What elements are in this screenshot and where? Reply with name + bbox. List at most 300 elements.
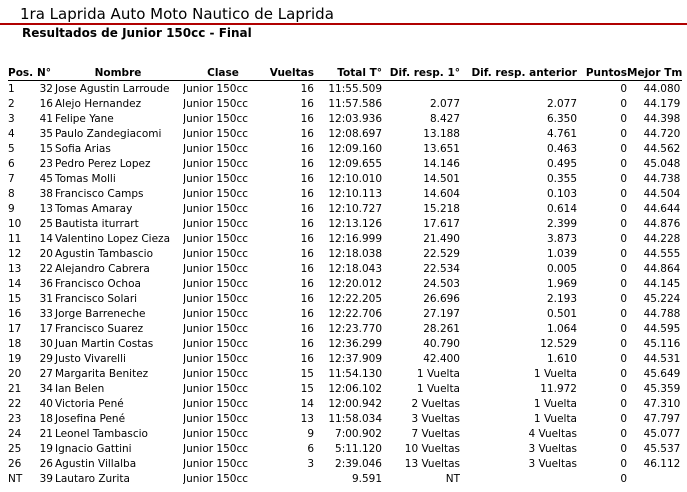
cell-dif-primero: 26.696: [423, 292, 460, 305]
column-header-nombre: Nombre: [53, 65, 183, 81]
table-row: [8, 321, 682, 336]
cell-puntos: 0: [620, 397, 627, 410]
cell-puntos: 0: [620, 202, 627, 215]
cell-mejor-tm: 44.864: [643, 262, 681, 275]
cell-vueltas: 16: [300, 172, 314, 185]
cell-clase: Junior 150cc: [183, 292, 248, 305]
cell-total: 12:09.655: [328, 157, 382, 170]
cell-mejor-tm: 45.048: [643, 157, 681, 170]
cell-clase: Junior 150cc: [183, 397, 248, 410]
cell-nombre: Tomas Molli: [55, 172, 116, 185]
cell-nombre: Agustin Tambascio: [55, 247, 154, 260]
cell-puntos: 0: [620, 472, 627, 485]
cell-pos: 24: [8, 427, 22, 440]
cell-pos: 17: [8, 322, 22, 335]
table-row: [8, 471, 682, 486]
cell-total: 7:00.902: [335, 427, 382, 440]
cell-dif-anterior: 1.039: [546, 247, 577, 260]
cell-total: 12:06.102: [328, 382, 382, 395]
cell-vueltas: 9: [307, 427, 314, 440]
cell-pos: 3: [8, 112, 15, 125]
cell-dif-primero: 10 Vueltas: [404, 442, 460, 455]
cell-nombre: Margarita Benitez: [55, 367, 149, 380]
cell-mejor-tm: 44.562: [643, 142, 681, 155]
cell-vueltas: 3: [307, 457, 314, 470]
cell-mejor-tm: 47.310: [643, 397, 681, 410]
cell-num: 35: [39, 127, 53, 140]
cell-dif-anterior: 2.077: [546, 97, 577, 110]
cell-num: 17: [39, 322, 53, 335]
cell-nombre: Alejandro Cabrera: [55, 262, 150, 275]
cell-num: 31: [39, 292, 53, 305]
cell-total: 11:57.586: [328, 97, 382, 110]
cell-total: 11:54.130: [328, 367, 382, 380]
cell-total: 12:03.936: [328, 112, 382, 125]
cell-nombre: Victoria Pené: [55, 397, 124, 410]
cell-dif-anterior: 0.355: [546, 172, 577, 185]
table-row: [8, 231, 682, 246]
cell-dif-anterior: 1.610: [546, 352, 577, 365]
cell-pos: 26: [8, 457, 22, 470]
cell-total: 12:08.697: [328, 127, 382, 140]
table-row: [8, 156, 682, 171]
cell-puntos: 0: [620, 262, 627, 275]
cell-vueltas: [263, 471, 314, 486]
cell-puntos: 0: [620, 382, 627, 395]
cell-total: 12:16.999: [328, 232, 382, 245]
cell-nombre: Lautaro Zurita: [55, 472, 130, 485]
cell-dif-primero: 14.604: [423, 187, 460, 200]
cell-vueltas: 16: [300, 307, 314, 320]
column-header-vueltas: Vueltas: [263, 65, 314, 81]
column-header-clase: Clase: [183, 65, 263, 81]
table-body: [8, 81, 682, 487]
cell-num: 38: [39, 187, 53, 200]
cell-puntos: 0: [620, 112, 627, 125]
cell-puntos: 0: [620, 322, 627, 335]
cell-num: 27: [39, 367, 53, 380]
cell-nombre: Ignacio Gattini: [55, 442, 132, 455]
table-row: [8, 456, 682, 471]
cell-vueltas: 16: [300, 82, 314, 95]
cell-pos: 10: [8, 217, 22, 230]
cell-clase: Junior 150cc: [183, 382, 248, 395]
cell-total: 11:55.509: [328, 82, 382, 95]
cell-nombre: Paulo Zandegiacomi: [55, 127, 162, 140]
table-row: [8, 306, 682, 321]
cell-total: 2:39.046: [335, 457, 382, 470]
page-subtitle: Resultados de Junior 150cc - Final: [22, 26, 252, 40]
results-table: [8, 65, 682, 486]
cell-pos: 2: [8, 97, 15, 110]
cell-num: 45: [39, 172, 53, 185]
cell-num: 33: [39, 307, 53, 320]
cell-nombre: Pedro Perez Lopez: [55, 157, 151, 170]
cell-dif-anterior: 2.193: [546, 292, 577, 305]
cell-nombre: Sofia Arias: [55, 142, 111, 155]
cell-vueltas: 16: [300, 262, 314, 275]
cell-pos: 7: [8, 172, 15, 185]
cell-clase: Junior 150cc: [183, 307, 248, 320]
cell-clase: Junior 150cc: [183, 472, 248, 485]
cell-num: 13: [39, 202, 53, 215]
cell-num: 22: [39, 262, 53, 275]
cell-vueltas: 16: [300, 352, 314, 365]
cell-dif-anterior: 1 Vuelta: [533, 367, 577, 380]
cell-dif-primero: 14.146: [423, 157, 460, 170]
cell-nombre: Francisco Camps: [55, 187, 144, 200]
cell-puntos: 0: [620, 187, 627, 200]
table-row: [8, 366, 682, 381]
cell-nombre: Justo Vivarelli: [55, 352, 126, 365]
cell-clase: Junior 150cc: [183, 322, 248, 335]
cell-pos: 13: [8, 262, 22, 275]
cell-mejor-tm: 44.595: [643, 322, 681, 335]
cell-total: 12:23.770: [328, 322, 382, 335]
cell-vueltas: 16: [300, 232, 314, 245]
cell-pos: 8: [8, 187, 15, 200]
table-row: [8, 291, 682, 306]
cell-dif-primero: 27.197: [423, 307, 460, 320]
cell-dif-primero: 13.188: [423, 127, 460, 140]
cell-dif-anterior: [460, 471, 577, 486]
cell-nombre: Alejo Hernandez: [55, 97, 142, 110]
cell-dif-primero: 1 Vuelta: [416, 382, 460, 395]
cell-pos: 1: [8, 82, 15, 95]
cell-total: 12:18.043: [328, 262, 382, 275]
cell-dif-primero: 22.534: [423, 262, 460, 275]
cell-dif-primero: 14.501: [423, 172, 460, 185]
cell-dif-primero: 24.503: [423, 277, 460, 290]
cell-mejor-tm: 44.555: [643, 247, 681, 260]
cell-dif-anterior: 4.761: [546, 127, 577, 140]
cell-dif-anterior: 4 Vueltas: [528, 427, 577, 440]
cell-vueltas: 16: [300, 97, 314, 110]
cell-clase: Junior 150cc: [183, 127, 248, 140]
cell-total: 12:37.909: [328, 352, 382, 365]
cell-pos: NT: [8, 472, 23, 485]
cell-puntos: 0: [620, 292, 627, 305]
table-row: [8, 396, 682, 411]
cell-clase: Junior 150cc: [183, 352, 248, 365]
cell-dif-primero: 22.529: [423, 247, 460, 260]
cell-mejor-tm: 45.224: [643, 292, 681, 305]
cell-vueltas: 16: [300, 277, 314, 290]
table-row: [8, 186, 682, 201]
cell-total: 12:00.942: [328, 397, 382, 410]
cell-vueltas: 16: [300, 217, 314, 230]
cell-mejor-tm: 44.720: [643, 127, 681, 140]
cell-puntos: 0: [620, 247, 627, 260]
table-row: [8, 81, 682, 97]
cell-clase: Junior 150cc: [183, 142, 248, 155]
cell-mejor-tm: 44.788: [643, 307, 681, 320]
cell-nombre: Jose Agustin Larroude: [55, 82, 170, 95]
cell-total: 12:20.012: [328, 277, 382, 290]
cell-pos: 15: [8, 292, 22, 305]
table-row: [8, 351, 682, 366]
cell-clase: Junior 150cc: [183, 172, 248, 185]
cell-clase: Junior 150cc: [183, 457, 248, 470]
cell-total: 12:10.113: [328, 187, 382, 200]
cell-pos: 25: [8, 442, 22, 455]
cell-dif-anterior: 3 Vueltas: [528, 442, 577, 455]
cell-pos: 20: [8, 367, 22, 380]
cell-clase: Junior 150cc: [183, 82, 248, 95]
page-title: 1ra Laprida Auto Moto Nautico de Laprida: [20, 5, 334, 23]
cell-dif-anterior: 1 Vuelta: [533, 397, 577, 410]
column-header-pos: Pos.: [8, 66, 34, 79]
cell-puntos: 0: [620, 97, 627, 110]
cell-pos: 21: [8, 382, 22, 395]
cell-num: 39: [39, 472, 53, 485]
cell-dif-primero: 2.077: [429, 97, 460, 110]
cell-clase: Junior 150cc: [183, 112, 248, 125]
cell-nombre: Felipe Yane: [55, 112, 114, 125]
cell-clase: Junior 150cc: [183, 187, 248, 200]
cell-dif-primero: 8.427: [429, 112, 460, 125]
table-row: [8, 426, 682, 441]
cell-dif-anterior: 0.005: [546, 262, 577, 275]
cell-pos: 4: [8, 127, 15, 140]
cell-puntos: 0: [620, 412, 627, 425]
cell-mejor-tm: 44.179: [643, 97, 681, 110]
cell-mejor-tm: 47.797: [643, 412, 681, 425]
cell-num: 25: [39, 217, 53, 230]
cell-mejor-tm: 45.116: [643, 337, 681, 350]
cell-num: 15: [39, 142, 53, 155]
cell-mejor-tm: 44.145: [643, 277, 681, 290]
cell-clase: Junior 150cc: [183, 157, 248, 170]
cell-dif-primero: 15.218: [423, 202, 460, 215]
cell-pos: 19: [8, 352, 22, 365]
cell-clase: Junior 150cc: [183, 277, 248, 290]
table-row: [8, 381, 682, 396]
cell-vueltas: 15: [300, 367, 314, 380]
cell-num: 34: [39, 382, 53, 395]
cell-nombre: Josefina Pené: [55, 412, 126, 425]
cell-mejor-tm: 45.359: [643, 382, 681, 395]
cell-nombre: Francisco Suarez: [55, 322, 144, 335]
table-row: [8, 246, 682, 261]
column-header-dif-primero: Dif. resp. 1°: [382, 65, 460, 81]
cell-total: 12:22.205: [328, 292, 382, 305]
cell-pos: 16: [8, 307, 22, 320]
cell-vueltas: 16: [300, 202, 314, 215]
cell-total: 5:11.120: [335, 442, 382, 455]
cell-pos: 12: [8, 247, 22, 260]
cell-num: 19: [39, 442, 53, 455]
table-row: [8, 216, 682, 231]
cell-mejor-tm: 44.738: [643, 172, 681, 185]
cell-total: 9.591: [351, 472, 382, 485]
cell-puntos: 0: [620, 172, 627, 185]
table-row: [8, 336, 682, 351]
cell-pos: 9: [8, 202, 15, 215]
cell-dif-anterior: 3.873: [546, 232, 577, 245]
cell-pos: 23: [8, 412, 22, 425]
cell-dif-primero: 13 Vueltas: [404, 457, 460, 470]
table-row: [8, 126, 682, 141]
table-row: [8, 96, 682, 111]
cell-pos: 11: [8, 232, 22, 245]
cell-vueltas: 13: [300, 412, 314, 425]
cell-num: 18: [39, 412, 53, 425]
cell-dif-anterior: 3 Vueltas: [528, 457, 577, 470]
cell-vueltas: 16: [300, 247, 314, 260]
cell-puntos: 0: [620, 427, 627, 440]
cell-clase: Junior 150cc: [183, 427, 248, 440]
column-header-num: N°: [37, 66, 52, 79]
cell-vueltas: 16: [300, 292, 314, 305]
cell-clase: Junior 150cc: [183, 412, 248, 425]
cell-puntos: 0: [620, 127, 627, 140]
cell-dif-anterior: 0.103: [546, 187, 577, 200]
cell-nombre: Ian Belen: [55, 382, 105, 395]
cell-vueltas: 14: [300, 397, 314, 410]
cell-nombre: Bautista iturrart: [55, 217, 139, 230]
cell-num: 41: [39, 112, 53, 125]
cell-puntos: 0: [620, 82, 627, 95]
cell-puntos: 0: [620, 217, 627, 230]
cell-dif-primero: 7 Vueltas: [411, 427, 460, 440]
cell-nombre: Tomas Amaray: [55, 202, 133, 215]
cell-dif-anterior: [460, 81, 577, 97]
cell-nombre: Leonel Tambascio: [55, 427, 148, 440]
cell-mejor-tm: 44.080: [643, 82, 681, 95]
cell-clase: Junior 150cc: [183, 367, 248, 380]
cell-dif-anterior: 0.614: [546, 202, 577, 215]
cell-vueltas: 16: [300, 337, 314, 350]
cell-dif-anterior: 1.064: [546, 322, 577, 335]
cell-dif-anterior: 1 Vuelta: [533, 412, 577, 425]
cell-dif-primero: 1 Vuelta: [416, 367, 460, 380]
cell-puntos: 0: [620, 352, 627, 365]
cell-dif-primero: 40.790: [423, 337, 460, 350]
cell-mejor-tm: 44.398: [643, 112, 681, 125]
column-header-puntos: Puntos: [577, 65, 627, 81]
cell-dif-anterior: 2.399: [546, 217, 577, 230]
cell-num: 40: [39, 397, 53, 410]
cell-total: 12:22.706: [328, 307, 382, 320]
cell-total: 12:09.160: [328, 142, 382, 155]
cell-nombre: Agustin Villalba: [55, 457, 137, 470]
cell-total: 12:10.010: [328, 172, 382, 185]
cell-num: 26: [39, 457, 53, 470]
cell-dif-anterior: 0.501: [546, 307, 577, 320]
cell-total: 11:58.034: [328, 412, 382, 425]
cell-mejor-tm: 44.504: [643, 187, 681, 200]
cell-nombre: Francisco Solari: [55, 292, 138, 305]
table-header-row: [8, 65, 682, 81]
cell-puntos: 0: [620, 307, 627, 320]
cell-clase: Junior 150cc: [183, 232, 248, 245]
cell-vueltas: 16: [300, 127, 314, 140]
cell-nombre: Francisco Ochoa: [55, 277, 141, 290]
cell-vueltas: 16: [300, 187, 314, 200]
cell-dif-primero: 17.617: [423, 217, 460, 230]
cell-puntos: 0: [620, 337, 627, 350]
cell-mejor-tm: 44.876: [643, 217, 681, 230]
cell-pos: 18: [8, 337, 22, 350]
cell-mejor-tm: 45.649: [643, 367, 681, 380]
column-header-dif-anterior: Dif. resp. anterior: [460, 65, 577, 81]
cell-dif-primero: [382, 81, 460, 97]
cell-num: 14: [39, 232, 53, 245]
cell-num: 30: [39, 337, 53, 350]
cell-num: 21: [39, 427, 53, 440]
column-header-total: Total T°: [314, 65, 382, 81]
cell-total: 12:36.299: [328, 337, 382, 350]
cell-dif-primero: 21.490: [423, 232, 460, 245]
cell-dif-primero: 3 Vueltas: [411, 412, 460, 425]
cell-dif-primero: 13.651: [423, 142, 460, 155]
cell-puntos: 0: [620, 232, 627, 245]
cell-puntos: 0: [620, 457, 627, 470]
table-row: [8, 141, 682, 156]
cell-mejor-tm: 44.644: [643, 202, 681, 215]
cell-puntos: 0: [620, 367, 627, 380]
cell-pos: 5: [8, 142, 15, 155]
table-row: [8, 411, 682, 426]
cell-num: 36: [39, 277, 53, 290]
cell-clase: Junior 150cc: [183, 97, 248, 110]
cell-mejor-tm: [627, 471, 682, 486]
cell-num: 20: [39, 247, 53, 260]
table-row: [8, 111, 682, 126]
table-row: [8, 276, 682, 291]
cell-vueltas: 16: [300, 142, 314, 155]
cell-clase: Junior 150cc: [183, 262, 248, 275]
cell-dif-anterior: 0.495: [546, 157, 577, 170]
cell-pos: 22: [8, 397, 22, 410]
cell-puntos: 0: [620, 442, 627, 455]
cell-puntos: 0: [620, 277, 627, 290]
cell-total: 12:10.727: [328, 202, 382, 215]
table-row: [8, 441, 682, 456]
cell-clase: Junior 150cc: [183, 247, 248, 260]
cell-nombre: Valentino Lopez Cieza: [55, 232, 171, 245]
cell-vueltas: 16: [300, 322, 314, 335]
cell-pos: 6: [8, 157, 15, 170]
cell-total: 12:13.126: [328, 217, 382, 230]
cell-total: 12:18.038: [328, 247, 382, 260]
cell-dif-anterior: 0.463: [546, 142, 577, 155]
cell-clase: Junior 150cc: [183, 337, 248, 350]
cell-clase: Junior 150cc: [183, 442, 248, 455]
cell-dif-primero: 28.261: [423, 322, 460, 335]
cell-num: 29: [39, 352, 53, 365]
cell-puntos: 0: [620, 157, 627, 170]
cell-mejor-tm: 45.537: [643, 442, 681, 455]
cell-clase: Junior 150cc: [183, 202, 248, 215]
cell-dif-anterior: 11.972: [540, 382, 577, 395]
table-row: [8, 201, 682, 216]
cell-pos: 14: [8, 277, 22, 290]
cell-clase: Junior 150cc: [183, 217, 248, 230]
cell-dif-anterior: 6.350: [546, 112, 577, 125]
cell-vueltas: 16: [300, 112, 314, 125]
column-header-mejor-tm: Mejor Tm: [627, 66, 683, 79]
cell-nombre: Jorge Barreneche: [55, 307, 146, 320]
cell-nombre: Juan Martin Costas: [55, 337, 154, 350]
title-divider: [0, 23, 687, 25]
cell-puntos: 0: [620, 142, 627, 155]
cell-mejor-tm: 45.077: [643, 427, 681, 440]
cell-vueltas: 16: [300, 157, 314, 170]
cell-dif-primero: NT: [445, 472, 460, 485]
cell-mejor-tm: 44.531: [643, 352, 681, 365]
